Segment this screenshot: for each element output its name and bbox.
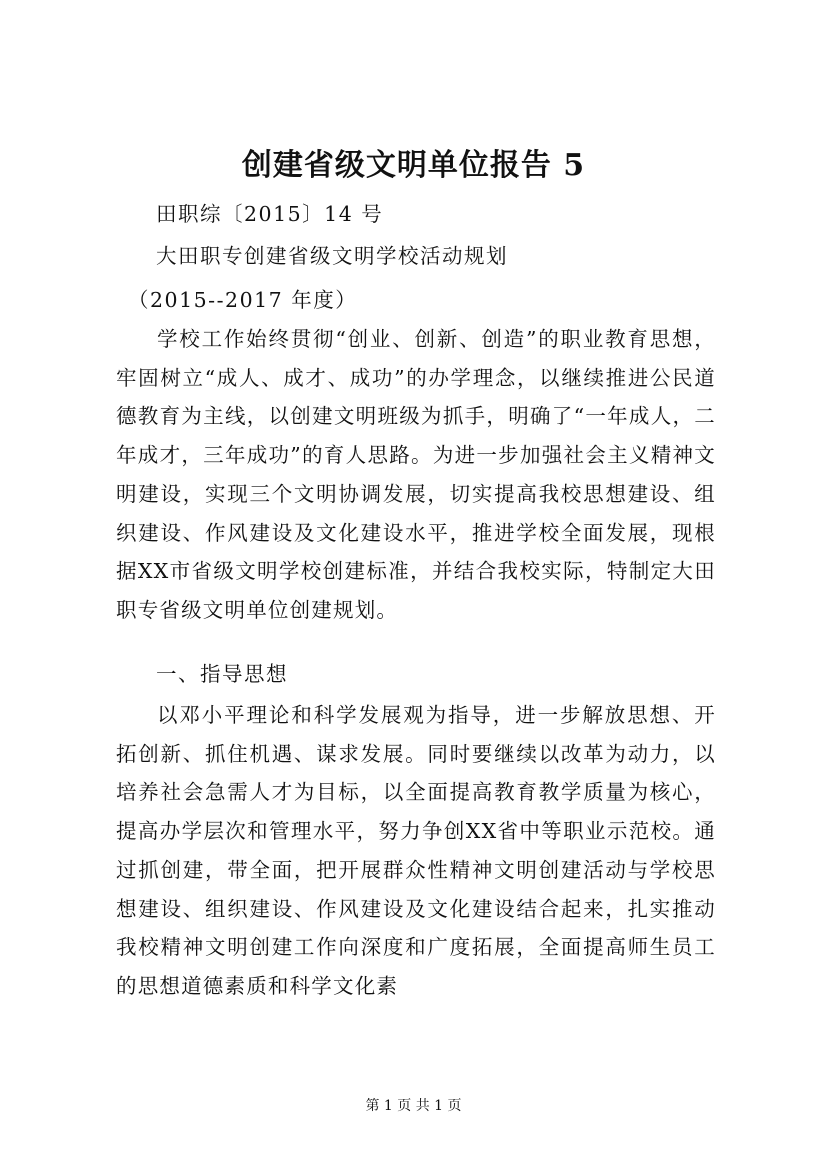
plan-title: 大田职专创建省级文明学校活动规划 bbox=[156, 244, 508, 268]
intro-paragraph: 学校工作始终贯彻“创业、创新、创造”的职业教育思想，牢固树立“成人、成才、成功”的办学理念，以继续推进公民道德教育为主线，以创建文明班级为抓手，明确了“一年成人，二年成才，三年成功”的育人思路。为进一步加强社会主义精神文明建设，实现三个文明协调发展，切实提高我校思想建设、组织建设、作风建设及文化建设水平，推进学校全面发展，现根据XX市省级文明学校创建标准，并结合我校实际，特制定大田职专省级文明单位创建规划。 bbox=[116, 327, 716, 622]
document-title: 创建省级文明单位报告 5 bbox=[241, 148, 586, 183]
section-heading-guiding-ideology: 一、指导思想 bbox=[156, 662, 288, 686]
guiding-ideology-paragraph: 以邓小平理论和科学发展观为指导，进一步解放思想、开拓创新、抓住机遇、谋求发展。同时要继续以改革为动力，以培养社会急需人才为目标，以全面提高教育教学质量为核心，提高办学层次和管理水平，努力争创XX省中等职业示范校。通过抓创建，带全面，把开展群众性精神文明创建活动与学校思想建设、组织建设、作风建设及文化建设结合起来，扎实推动我校精神文明创建工作向深度和广度拓展，全面提高师生员工的思想道德素质和科学文化素 bbox=[116, 703, 716, 998]
document-number: 田职综〔2015〕14 号 bbox=[156, 202, 384, 226]
page-footer: 第 1 页 共 1 页 bbox=[365, 1098, 462, 1114]
plan-period: （2015--2017 年度） bbox=[128, 288, 358, 312]
